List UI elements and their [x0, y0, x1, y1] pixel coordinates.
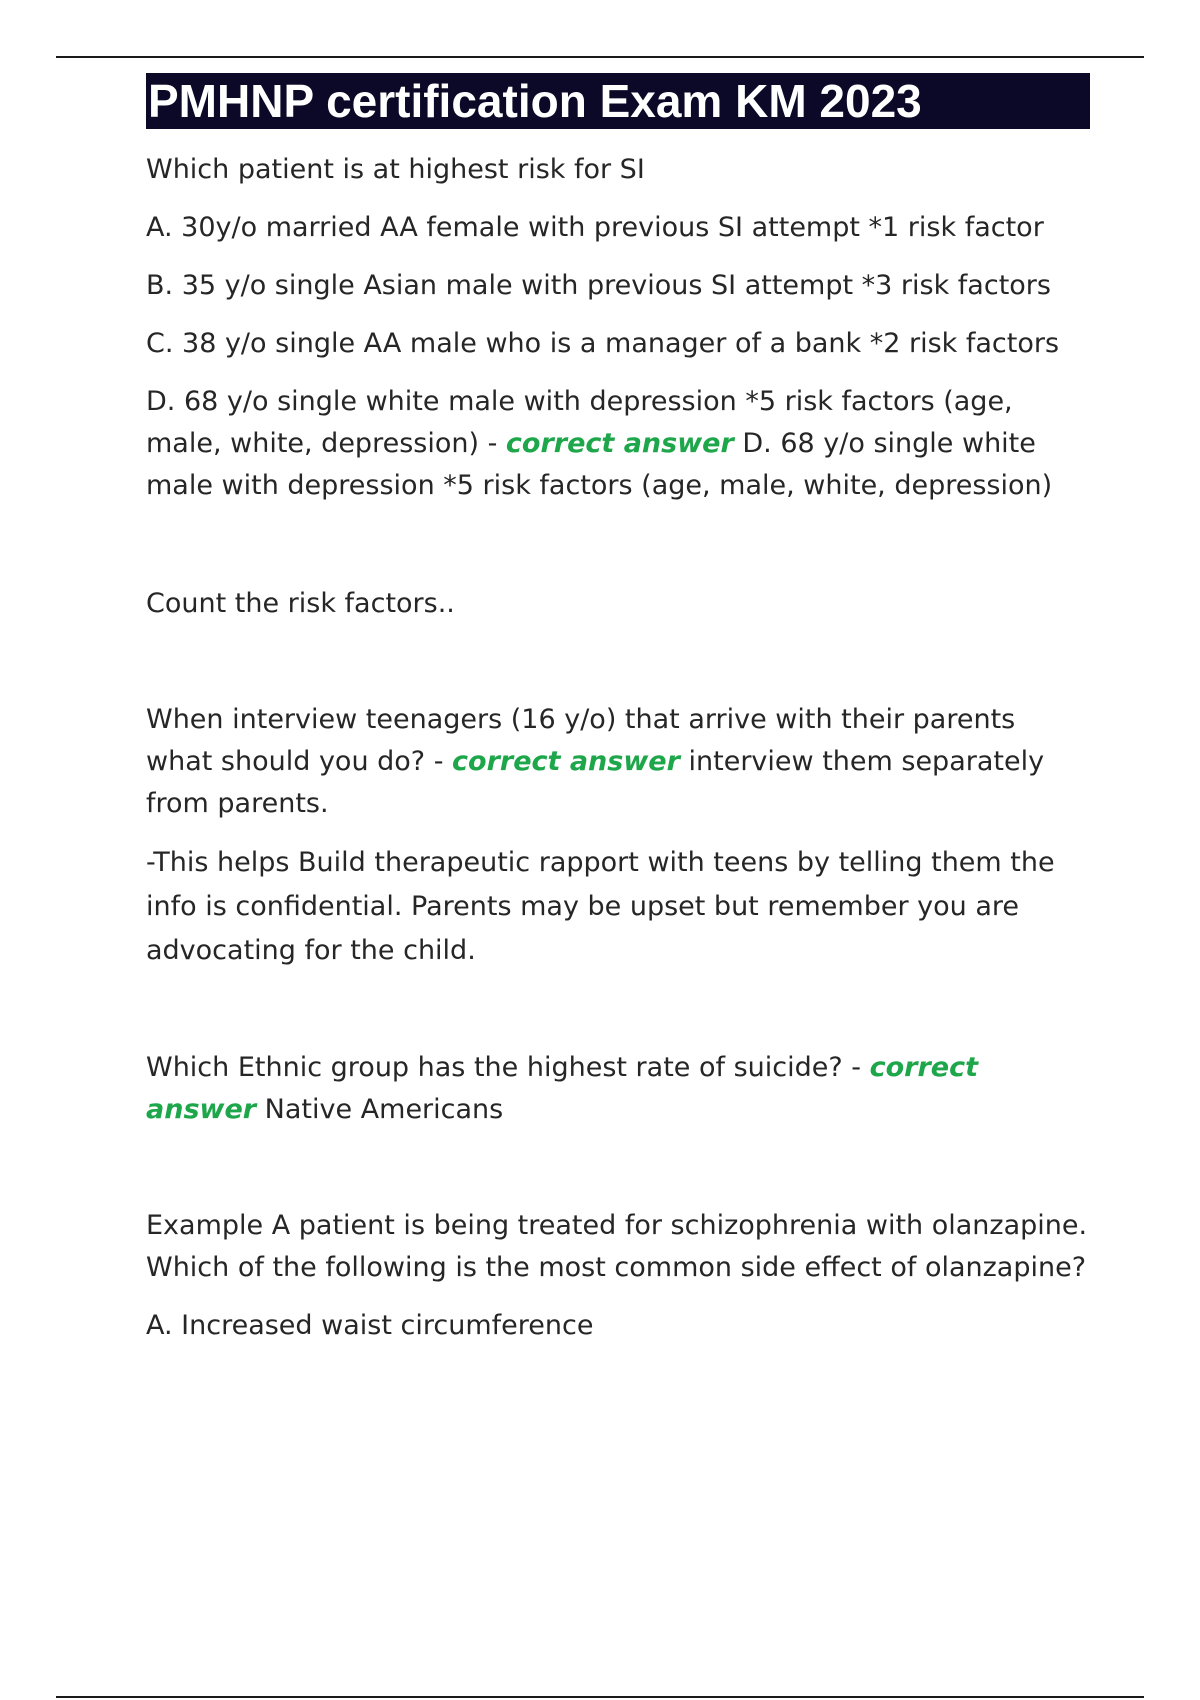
- page-title: PMHNP certification Exam KM 2023: [148, 75, 922, 127]
- title-bar: [146, 73, 1090, 129]
- question-4: Example A patient is being treated for schizophrenia with olanzapine. Which of the following is the most common side effect of olanzapine?: [146, 1210, 1088, 1283]
- question-2-answer: interview them separately from parents.: [146, 746, 1045, 819]
- option-d-text: D. 68 y/o single white male with depression *5 risk factors (age, male, white, depression) -: [146, 386, 1013, 459]
- question-3-answer: Native Americans: [256, 1094, 504, 1125]
- bottom-rule: [56, 1696, 1144, 1698]
- question-1-note: Count the risk factors..: [146, 588, 455, 619]
- question-3: [146, 1047, 1090, 1131]
- document-body: [146, 73, 1090, 1347]
- question-2-explanation: -This helps Build therapeutic rapport with teens by telling them the info is confidential. Parents may be upset but remember you are advocating for the child.: [146, 847, 1055, 966]
- question-4-option-a: A. Increased waist circumference: [146, 1310, 594, 1341]
- question-1-answer: D. 68 y/o single white male with depression *5 risk factors (age, male, white, depression): [146, 428, 1053, 501]
- question-1-option-c: C. 38 y/o single AA male who is a manager of a bank *2 risk factors: [146, 328, 1060, 359]
- question-1: Which patient is at highest risk for SI: [146, 154, 645, 185]
- correct-answer-label: correct answer: [452, 746, 680, 777]
- question-1-option-b: B. 35 y/o single Asian male with previous SI attempt *3 risk factors: [146, 270, 1051, 301]
- question-2-text: When interview teenagers (16 y/o) that arrive with their parents what should you do? -: [146, 704, 1016, 777]
- question-2: [146, 699, 1090, 825]
- question-1-option-d: [146, 381, 1090, 507]
- top-rule: [56, 56, 1144, 58]
- correct-answer-label: correct answer: [505, 428, 734, 459]
- correct-answer-label: correct answer: [146, 1052, 979, 1125]
- question-3-text: Which Ethnic group has the highest rate of suicide? -: [146, 1052, 870, 1083]
- question-1-option-a: A. 30y/o married AA female with previous SI attempt *1 risk factor: [146, 212, 1044, 243]
